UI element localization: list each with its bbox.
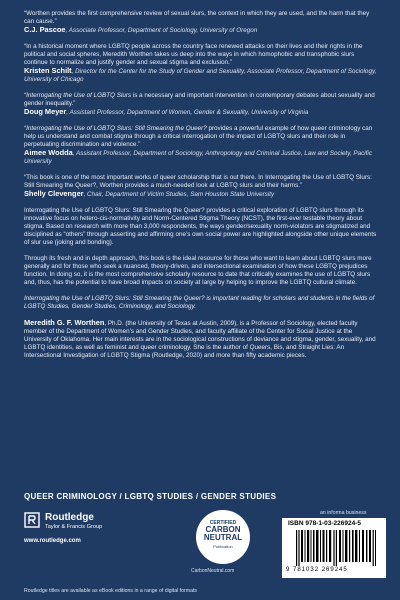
- bio-name: Meredith G. F. Worthen: [24, 318, 105, 327]
- author-affiliation: , Assistant Professor, Department of Sociology, Anthropology and Criminal Justice, Law and Society, Pacific University: [24, 150, 372, 165]
- carbon-neutral-badge: [196, 510, 250, 564]
- author-name: Kristen Schilt: [24, 66, 72, 75]
- quote-title: “Interrogating the Use of LGBTQ Slurs: [24, 92, 132, 99]
- badge-certified: CERTIFIED: [209, 520, 237, 526]
- endorsement-quote: [24, 92, 378, 117]
- quote-body: provides a powerful example of how queer criminology can help us understand and combat stigma through a critical interrogation of the impact of LGBTQ slurs and their role in perpetuating discrimination and violence.”: [24, 125, 373, 148]
- description-paragraph: Interrogating the Use of LGBTQ Slurs: Still Smearing the Queer? provides a critical exploration of LGBTQ slurs through its innovative focus on hetero-cis-normativity and Norm-Centered Stigma Theory (NCST), the first-ever testable theory about stigma. Based on research with more than 3,000 respondents, the ways gender/sexuality norm-violators are stigmatized and disciplined as “others” through asserting and affirming one’s own social power are highlighted alongside other unique elements of slur use (joking and bonding).: [24, 207, 377, 246]
- author-affiliation: , Director for the Center for the Study of Gender and Sexuality, Associate Professor, Department of Sociology, University of Chicago: [24, 68, 377, 83]
- quote-text: “Worthen provides the first comprehensive review of sexual slurs, the context in which they are used, and the harm that they can cause.”: [24, 10, 370, 25]
- carbon-neutral-website: CarbonNeutral.com: [191, 568, 235, 574]
- author-name: Doug Meyer: [24, 107, 67, 116]
- publisher-group: Taylor & Francis Group: [45, 524, 103, 530]
- quote-author: [24, 149, 378, 166]
- quote-text: [24, 125, 378, 149]
- endorsement-quote: [24, 10, 378, 35]
- subject-categories: QUEER CRIMINOLOGY / LGBTQ STUDIES / GENDER STUDIES: [24, 492, 277, 501]
- back-cover-text: [24, 10, 378, 368]
- author-affiliation: , Associate Professor, Department of Sociology, University of Oregon: [65, 27, 258, 34]
- author-name: Shelly Clevenger: [24, 189, 84, 198]
- quote-author: [24, 190, 378, 199]
- badge-carbon: CARBON: [205, 525, 241, 534]
- endorsement-quote: [24, 174, 378, 199]
- publisher-logo: [24, 510, 144, 570]
- author-affiliation: , Chair, Department of Victim Studies, Sam Houston State University: [83, 191, 275, 198]
- quote-author: [24, 108, 378, 117]
- informa-tagline: an informa business: [320, 510, 367, 516]
- badge-publication: Publication: [213, 544, 233, 549]
- author-affiliation: , Assistant Professor, Department of Women, Gender & Sexuality, University of Virginia: [66, 109, 309, 116]
- publisher-website: www.routledge.com: [24, 538, 81, 544]
- quote-author: [24, 26, 378, 35]
- footer-note: Routledge titles are available as eBook editions in a range of digital formats: [24, 588, 198, 594]
- quote-body: is a necessary and important intervention in contemporary debates about sexuality and gender inequality.”: [24, 92, 375, 107]
- quote-title: “Interrogating the Use of LGBTQ Slurs: Still Smearing the Queer?: [24, 125, 207, 132]
- barcode-icon: [296, 530, 376, 566]
- endorsement-quote: [24, 43, 378, 84]
- author-bio: [24, 319, 378, 360]
- isbn-barcode: [282, 518, 386, 578]
- author-name: C.J. Pascoe: [24, 25, 66, 34]
- quote-text: “In a historical moment where LGBTQ people across the country face renewed attacks on their lives and their rights in the political and social spheres, Meredith Worthen takes us deep into the ways in which homophobic and transphobic slurs continue to normalize and justify gender and sexual stigma and exclusion.”: [24, 43, 363, 66]
- endorsement-quote: [24, 125, 378, 166]
- publisher-name: Routledge: [45, 512, 94, 523]
- routledge-logo-icon: [24, 512, 40, 528]
- description-paragraph: Interrogating the Use of LGBTQ Slurs: Still Smearing the Queer? is important reading for scholars and students in the fields of LGBTQ Studies, Gender Studies, Criminology, and Sociology.: [24, 295, 375, 310]
- description-paragraph: Through its fresh and in depth approach, this book is the ideal resource for those who want to learn about LGBTQ slurs more generally and for those who seek a nuanced, theory-driven, and intersectional examination of how these LGBTQ prejudices function. In doing so, it is the most comprehensive scholarly resource to date that critically examines the use of LGBTQ slurs and, thus, has the potential to have broad impacts on society at large by helping to improve the LGBTQ cultural climate.: [24, 255, 372, 286]
- author-name: Aimee Wodda: [24, 148, 73, 157]
- quote-text: [24, 92, 378, 108]
- quote-text: “This book is one of the most important works of queer scholarship that is out there. In Interrogating the Use of LGBTQ Slurs: Still Smearing the Queer?, Worthen provides a much-needed look at LGBTQ slurs and their harms.”: [24, 174, 372, 189]
- badge-neutral: NEUTRAL: [203, 533, 243, 542]
- isbn-number: ISBN 978-1-03-226924-5: [288, 520, 361, 527]
- bio-text: , Ph.D. (the University of Texas at Austin, 2009), is a Professor of Sociology, elected faculty member of the Department of Women’s and Gender Studies, and faculty affiliate of the Center for Social Justice at the University of Oklahoma. Her main interests are in the sociological constructions of deviance and stigma, gender, sexuality, and LGBTQ identities, as well as feminist and queer criminology. She is the author of Queers, Bis, and Straight Lies: An Intersectional Investigation of LGBTQ Stigma (Routledge, 2020) and more than fifty academic pieces.: [24, 320, 376, 359]
- barcode-digits: 9 781032 269245: [286, 567, 348, 573]
- quote-author: [24, 67, 378, 84]
